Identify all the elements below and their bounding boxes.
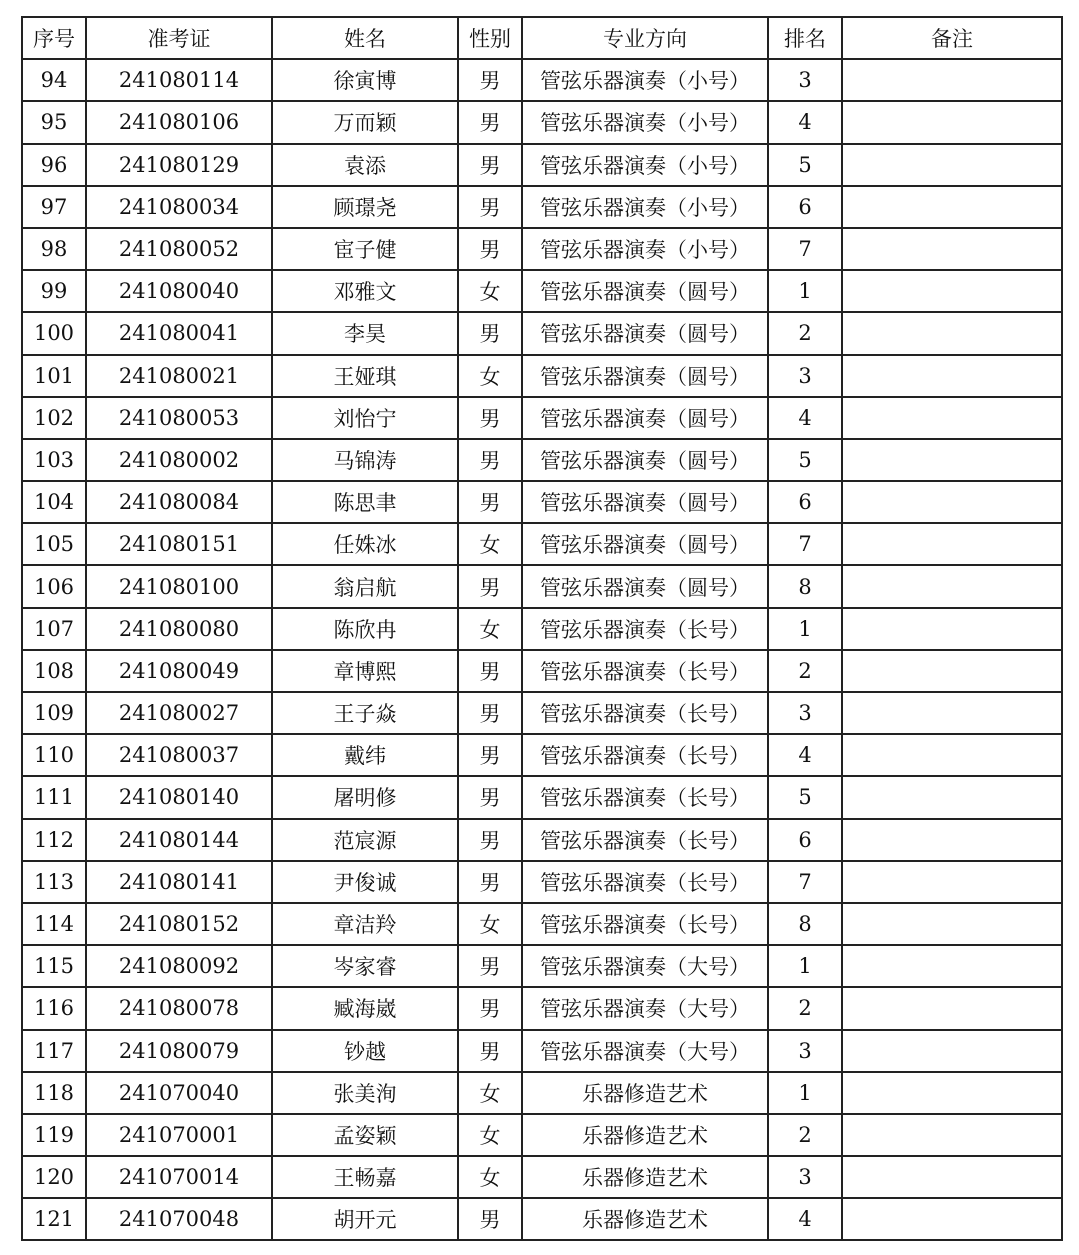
cell-gender: 男 <box>458 565 522 607</box>
cell-rank: 6 <box>768 186 842 228</box>
table-row <box>22 228 1062 270</box>
cell-major: 管弦乐器演奏（小号） <box>522 59 768 101</box>
cell-serial: 105 <box>22 523 86 565</box>
cell-serial: 98 <box>22 228 86 270</box>
cell-remarks <box>842 101 1062 143</box>
cell-major: 管弦乐器演奏（长号） <box>522 903 768 945</box>
cell-serial: 100 <box>22 312 86 354</box>
cell-major: 管弦乐器演奏（长号） <box>522 608 768 650</box>
table-row <box>22 608 1062 650</box>
cell-gender: 男 <box>458 59 522 101</box>
cell-name: 张美洵 <box>272 1072 458 1114</box>
cell-gender: 男 <box>458 101 522 143</box>
cell-remarks <box>842 1156 1062 1198</box>
cell-major: 乐器修造艺术 <box>522 1072 768 1114</box>
table-row <box>22 355 1062 397</box>
cell-name: 钞越 <box>272 1030 458 1072</box>
cell-serial: 104 <box>22 481 86 523</box>
table-row <box>22 481 1062 523</box>
cell-gender: 男 <box>458 1198 522 1240</box>
cell-serial: 97 <box>22 186 86 228</box>
cell-serial: 112 <box>22 819 86 861</box>
cell-remarks <box>842 59 1062 101</box>
cell-serial: 110 <box>22 734 86 776</box>
cell-major: 管弦乐器演奏（大号） <box>522 1030 768 1072</box>
cell-major: 管弦乐器演奏（长号） <box>522 819 768 861</box>
cell-name: 翁启航 <box>272 565 458 607</box>
cell-remarks <box>842 1030 1062 1072</box>
cell-remarks <box>842 650 1062 692</box>
cell-name: 李昊 <box>272 312 458 354</box>
cell-remarks <box>842 355 1062 397</box>
cell-name: 邓雅文 <box>272 270 458 312</box>
cell-name: 刘怡宁 <box>272 397 458 439</box>
table-row <box>22 1156 1062 1198</box>
header-exam-id: 准考证 <box>86 17 272 59</box>
header-row <box>22 17 1062 59</box>
cell-name: 屠明修 <box>272 776 458 818</box>
cell-rank: 7 <box>768 861 842 903</box>
header-serial: 序号 <box>22 17 86 59</box>
cell-rank: 5 <box>768 144 842 186</box>
cell-gender: 女 <box>458 608 522 650</box>
table-row <box>22 312 1062 354</box>
cell-major: 管弦乐器演奏（大号） <box>522 987 768 1029</box>
table-row <box>22 1198 1062 1240</box>
cell-serial: 106 <box>22 565 86 607</box>
cell-exam-id: 241080034 <box>86 186 272 228</box>
cell-gender: 男 <box>458 144 522 186</box>
cell-remarks <box>842 397 1062 439</box>
cell-rank: 5 <box>768 776 842 818</box>
cell-gender: 男 <box>458 397 522 439</box>
cell-rank: 3 <box>768 59 842 101</box>
cell-exam-id: 241080041 <box>86 312 272 354</box>
cell-exam-id: 241080053 <box>86 397 272 439</box>
cell-rank: 2 <box>768 312 842 354</box>
table-row <box>22 776 1062 818</box>
table-body <box>22 59 1062 1240</box>
cell-rank: 8 <box>768 565 842 607</box>
cell-major: 乐器修造艺术 <box>522 1198 768 1240</box>
cell-major: 管弦乐器演奏（圆号） <box>522 481 768 523</box>
cell-gender: 男 <box>458 1030 522 1072</box>
cell-rank: 4 <box>768 1198 842 1240</box>
cell-rank: 7 <box>768 523 842 565</box>
cell-rank: 2 <box>768 1114 842 1156</box>
cell-name: 任姝冰 <box>272 523 458 565</box>
cell-exam-id: 241080141 <box>86 861 272 903</box>
cell-exam-id: 241080144 <box>86 819 272 861</box>
cell-serial: 102 <box>22 397 86 439</box>
cell-remarks <box>842 945 1062 987</box>
cell-major: 管弦乐器演奏（圆号） <box>522 312 768 354</box>
cell-remarks <box>842 481 1062 523</box>
table-row <box>22 692 1062 734</box>
cell-exam-id: 241080084 <box>86 481 272 523</box>
cell-name: 胡开元 <box>272 1198 458 1240</box>
cell-name: 万而颖 <box>272 101 458 143</box>
cell-serial: 115 <box>22 945 86 987</box>
cell-rank: 1 <box>768 270 842 312</box>
cell-major: 管弦乐器演奏（长号） <box>522 650 768 692</box>
cell-serial: 108 <box>22 650 86 692</box>
cell-major: 乐器修造艺术 <box>522 1114 768 1156</box>
cell-remarks <box>842 270 1062 312</box>
header-name: 姓名 <box>272 17 458 59</box>
cell-name: 宦子健 <box>272 228 458 270</box>
cell-name: 岑家睿 <box>272 945 458 987</box>
cell-rank: 6 <box>768 819 842 861</box>
cell-major: 管弦乐器演奏（长号） <box>522 692 768 734</box>
cell-rank: 4 <box>768 397 842 439</box>
cell-rank: 3 <box>768 1030 842 1072</box>
cell-gender: 男 <box>458 692 522 734</box>
cell-rank: 1 <box>768 608 842 650</box>
cell-name: 陈思聿 <box>272 481 458 523</box>
admission-roster-table <box>21 16 1063 1241</box>
cell-serial: 113 <box>22 861 86 903</box>
cell-exam-id: 241080140 <box>86 776 272 818</box>
cell-serial: 109 <box>22 692 86 734</box>
table-row <box>22 59 1062 101</box>
cell-exam-id: 241070001 <box>86 1114 272 1156</box>
cell-exam-id: 241080037 <box>86 734 272 776</box>
cell-exam-id: 241080092 <box>86 945 272 987</box>
table-row <box>22 439 1062 481</box>
cell-major: 管弦乐器演奏（小号） <box>522 144 768 186</box>
cell-gender: 女 <box>458 903 522 945</box>
cell-serial: 114 <box>22 903 86 945</box>
table-row <box>22 270 1062 312</box>
cell-major: 管弦乐器演奏（圆号） <box>522 439 768 481</box>
cell-major: 管弦乐器演奏（圆号） <box>522 397 768 439</box>
cell-exam-id: 241080027 <box>86 692 272 734</box>
header-remarks: 备注 <box>842 17 1062 59</box>
cell-name: 范宸源 <box>272 819 458 861</box>
cell-gender: 男 <box>458 439 522 481</box>
cell-exam-id: 241080100 <box>86 565 272 607</box>
cell-gender: 男 <box>458 650 522 692</box>
cell-remarks <box>842 987 1062 1029</box>
cell-serial: 96 <box>22 144 86 186</box>
cell-exam-id: 241080080 <box>86 608 272 650</box>
cell-major: 管弦乐器演奏（大号） <box>522 945 768 987</box>
cell-exam-id: 241080052 <box>86 228 272 270</box>
cell-name: 章博熙 <box>272 650 458 692</box>
cell-serial: 117 <box>22 1030 86 1072</box>
cell-exam-id: 241080021 <box>86 355 272 397</box>
cell-serial: 111 <box>22 776 86 818</box>
cell-serial: 118 <box>22 1072 86 1114</box>
cell-exam-id: 241070040 <box>86 1072 272 1114</box>
cell-serial: 95 <box>22 101 86 143</box>
cell-remarks <box>842 228 1062 270</box>
cell-gender: 男 <box>458 481 522 523</box>
cell-gender: 男 <box>458 312 522 354</box>
cell-exam-id: 241080129 <box>86 144 272 186</box>
cell-name: 袁添 <box>272 144 458 186</box>
cell-name: 王子焱 <box>272 692 458 734</box>
cell-remarks <box>842 776 1062 818</box>
cell-remarks <box>842 186 1062 228</box>
cell-rank: 3 <box>768 355 842 397</box>
table-row <box>22 1114 1062 1156</box>
cell-major: 管弦乐器演奏（圆号） <box>522 565 768 607</box>
table-row <box>22 734 1062 776</box>
header-rank: 排名 <box>768 17 842 59</box>
cell-rank: 4 <box>768 734 842 776</box>
cell-rank: 4 <box>768 101 842 143</box>
cell-name: 马锦涛 <box>272 439 458 481</box>
cell-rank: 8 <box>768 903 842 945</box>
table-row <box>22 945 1062 987</box>
cell-gender: 男 <box>458 861 522 903</box>
cell-major: 管弦乐器演奏（圆号） <box>522 523 768 565</box>
cell-exam-id: 241080106 <box>86 101 272 143</box>
cell-exam-id: 241080152 <box>86 903 272 945</box>
cell-major: 乐器修造艺术 <box>522 1156 768 1198</box>
cell-rank: 3 <box>768 692 842 734</box>
cell-exam-id: 241080002 <box>86 439 272 481</box>
cell-name: 章洁羚 <box>272 903 458 945</box>
cell-serial: 103 <box>22 439 86 481</box>
cell-major: 管弦乐器演奏（小号） <box>522 228 768 270</box>
cell-remarks <box>842 1072 1062 1114</box>
cell-exam-id: 241070014 <box>86 1156 272 1198</box>
cell-exam-id: 241080151 <box>86 523 272 565</box>
cell-gender: 女 <box>458 1072 522 1114</box>
cell-remarks <box>842 903 1062 945</box>
cell-remarks <box>842 565 1062 607</box>
table-row <box>22 101 1062 143</box>
cell-rank: 7 <box>768 228 842 270</box>
cell-remarks <box>842 692 1062 734</box>
cell-serial: 107 <box>22 608 86 650</box>
cell-rank: 6 <box>768 481 842 523</box>
cell-gender: 男 <box>458 776 522 818</box>
cell-name: 顾璟尧 <box>272 186 458 228</box>
cell-name: 王娅琪 <box>272 355 458 397</box>
header-major: 专业方向 <box>522 17 768 59</box>
cell-name: 戴纬 <box>272 734 458 776</box>
cell-rank: 1 <box>768 1072 842 1114</box>
cell-exam-id: 241080040 <box>86 270 272 312</box>
cell-gender: 男 <box>458 945 522 987</box>
cell-major: 管弦乐器演奏（小号） <box>522 186 768 228</box>
cell-major: 管弦乐器演奏（长号） <box>522 776 768 818</box>
table-row <box>22 650 1062 692</box>
cell-remarks <box>842 734 1062 776</box>
cell-serial: 101 <box>22 355 86 397</box>
cell-gender: 女 <box>458 1114 522 1156</box>
table-row <box>22 861 1062 903</box>
cell-gender: 男 <box>458 228 522 270</box>
cell-serial: 94 <box>22 59 86 101</box>
cell-name: 孟姿颖 <box>272 1114 458 1156</box>
cell-gender: 男 <box>458 734 522 776</box>
cell-remarks <box>842 439 1062 481</box>
cell-remarks <box>842 819 1062 861</box>
cell-remarks <box>842 1198 1062 1240</box>
cell-serial: 116 <box>22 987 86 1029</box>
cell-gender: 女 <box>458 270 522 312</box>
cell-serial: 120 <box>22 1156 86 1198</box>
cell-exam-id: 241080114 <box>86 59 272 101</box>
table-row <box>22 397 1062 439</box>
cell-major: 管弦乐器演奏（圆号） <box>522 355 768 397</box>
table-row <box>22 186 1062 228</box>
cell-major: 管弦乐器演奏（小号） <box>522 101 768 143</box>
cell-name: 臧海崴 <box>272 987 458 1029</box>
cell-rank: 2 <box>768 987 842 1029</box>
cell-name: 陈欣冉 <box>272 608 458 650</box>
cell-rank: 3 <box>768 1156 842 1198</box>
cell-remarks <box>842 608 1062 650</box>
table-row <box>22 523 1062 565</box>
cell-gender: 男 <box>458 186 522 228</box>
cell-exam-id: 241080078 <box>86 987 272 1029</box>
cell-remarks <box>842 1114 1062 1156</box>
cell-major: 管弦乐器演奏（长号） <box>522 861 768 903</box>
table-row <box>22 144 1062 186</box>
cell-name: 王畅嘉 <box>272 1156 458 1198</box>
table-row <box>22 565 1062 607</box>
cell-exam-id: 241080079 <box>86 1030 272 1072</box>
cell-gender: 女 <box>458 355 522 397</box>
cell-name: 尹俊诚 <box>272 861 458 903</box>
cell-remarks <box>842 861 1062 903</box>
cell-major: 管弦乐器演奏（圆号） <box>522 270 768 312</box>
table-row <box>22 1030 1062 1072</box>
cell-serial: 99 <box>22 270 86 312</box>
cell-major: 管弦乐器演奏（长号） <box>522 734 768 776</box>
table-row <box>22 903 1062 945</box>
table-row <box>22 819 1062 861</box>
cell-gender: 女 <box>458 523 522 565</box>
header-gender: 性别 <box>458 17 522 59</box>
cell-exam-id: 241080049 <box>86 650 272 692</box>
cell-name: 徐寅博 <box>272 59 458 101</box>
table-row <box>22 1072 1062 1114</box>
cell-rank: 5 <box>768 439 842 481</box>
cell-serial: 119 <box>22 1114 86 1156</box>
cell-exam-id: 241070048 <box>86 1198 272 1240</box>
cell-remarks <box>842 312 1062 354</box>
cell-serial: 121 <box>22 1198 86 1240</box>
cell-rank: 1 <box>768 945 842 987</box>
cell-gender: 女 <box>458 1156 522 1198</box>
cell-rank: 2 <box>768 650 842 692</box>
cell-remarks <box>842 523 1062 565</box>
cell-remarks <box>842 144 1062 186</box>
table-row <box>22 987 1062 1029</box>
cell-gender: 男 <box>458 819 522 861</box>
cell-gender: 男 <box>458 987 522 1029</box>
